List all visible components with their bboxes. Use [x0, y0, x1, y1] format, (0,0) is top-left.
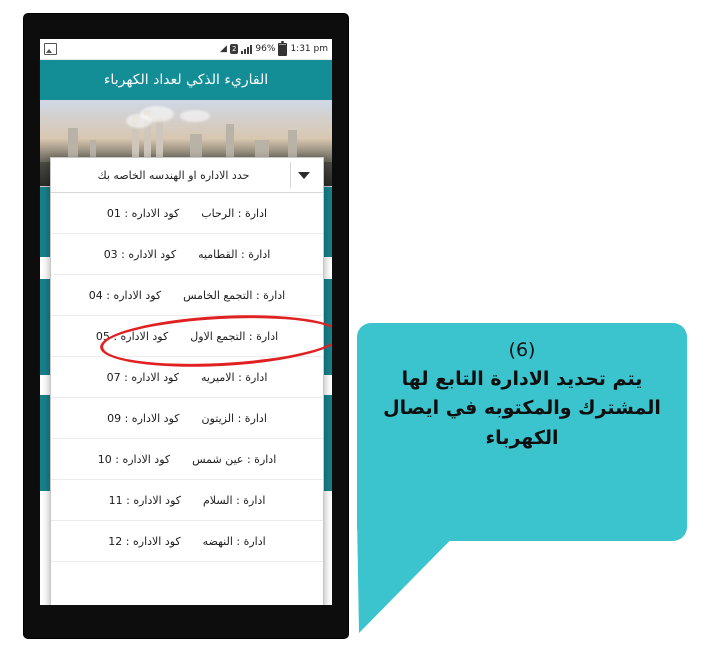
phone-device-frame: [24, 14, 348, 638]
callout-text: يتم تحديد الادارة التابع لها المشترك والمكتوبه في ايصال الكهرباء: [383, 368, 661, 449]
sim-badge: 2: [231, 45, 237, 53]
dropdown-item-name: ادارة : السلام: [203, 493, 266, 507]
dropdown-item-code: كود الاداره : 11: [108, 493, 181, 507]
list-item[interactable]: [51, 316, 323, 357]
image-icon: [44, 43, 57, 55]
list-item[interactable]: [51, 275, 323, 316]
dropdown-item-code: كود الاداره : 03: [103, 247, 177, 261]
status-bar: [40, 39, 332, 60]
battery-percent-label: 96%: [255, 44, 276, 54]
list-item[interactable]: [51, 439, 323, 480]
dropdown-item-code: كود الاداره : 04: [88, 288, 162, 302]
signal-bars-icon: [241, 45, 252, 54]
wifi-icon: ◢: [220, 43, 227, 54]
dropdown-item-name: ادارة : عين شمس: [192, 452, 277, 466]
dropdown-item-code: كود الاداره : 05: [95, 329, 169, 343]
list-item[interactable]: [51, 357, 323, 398]
callout-step-number: (6): [508, 339, 536, 361]
app-title: القاريء الذكي لعداد الكهرباء: [103, 72, 269, 88]
list-item[interactable]: [51, 521, 323, 562]
dropdown-item-code: كود الاداره : 01: [106, 206, 180, 220]
dropdown-item-code: كود الاداره : 07: [106, 370, 180, 384]
list-item[interactable]: [51, 398, 323, 439]
dropdown-item-name: ادارة : الاميريه: [201, 370, 268, 384]
chevron-down-icon[interactable]: [290, 162, 317, 188]
dropdown-item-code: كود الاداره : 10: [97, 452, 171, 466]
dropdown-header-label: حدد الاداره او الهندسه الخاصه بك: [97, 168, 250, 182]
list-item[interactable]: [51, 234, 323, 275]
dropdown-item-name: ادارة : الرحاب: [201, 206, 268, 220]
phone-screen: [40, 39, 332, 605]
battery-icon: [278, 43, 287, 56]
dropdown-item-name: ادارة : التجمع الخامس: [183, 288, 286, 302]
list-item[interactable]: [51, 193, 323, 234]
dropdown-item-name: ادارة : التجمع الاول: [190, 329, 279, 343]
list-item[interactable]: [51, 480, 323, 521]
app-title-bar: [40, 60, 332, 100]
status-bar-right: [220, 43, 328, 56]
status-bar-left: [44, 43, 220, 55]
dropdown-item-code: كود الاداره : 12: [108, 534, 181, 548]
administration-dropdown-list[interactable]: [50, 157, 324, 605]
dropdown-item-name: ادارة : النهضه: [202, 534, 266, 548]
dropdown-item-code: كود الاداره : 09: [107, 411, 180, 425]
clock-label: 1:31 pm: [290, 44, 328, 54]
dropdown-header[interactable]: [51, 158, 323, 193]
instruction-callout: [357, 323, 687, 541]
dropdown-item-name: ادارة : القطاميه: [198, 247, 271, 261]
dropdown-item-name: ادارة : الزيتون: [201, 411, 267, 425]
